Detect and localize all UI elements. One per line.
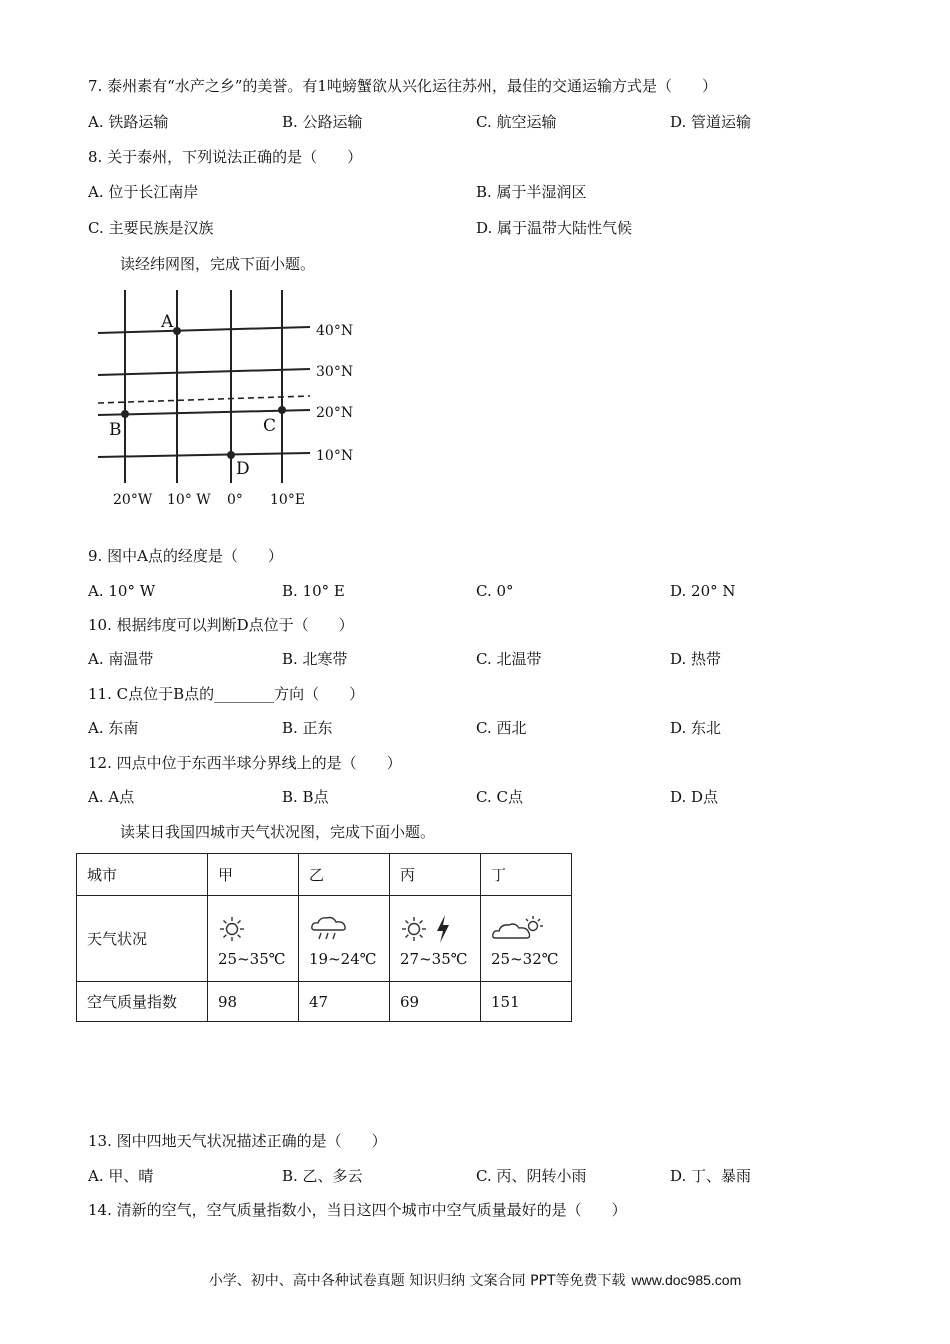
point-c-marker bbox=[278, 406, 286, 414]
lon-label-0: 0° bbox=[227, 492, 243, 508]
air-ding: 151 bbox=[481, 982, 572, 1022]
table-row-header bbox=[77, 854, 572, 896]
header-ding: 丁 bbox=[481, 854, 572, 896]
q9-option-a: A. 10° W bbox=[88, 582, 156, 600]
cell-jia-weather bbox=[208, 896, 299, 982]
lat-label-10n: 10°N bbox=[316, 448, 354, 464]
q11-option-c: C. 西北 bbox=[476, 719, 527, 737]
point-b-marker bbox=[121, 410, 129, 418]
lat-label-40n: 40°N bbox=[316, 323, 354, 339]
q12-option-c: C. C点 bbox=[476, 788, 523, 806]
cloud-rain-icon bbox=[309, 914, 349, 944]
point-d-marker bbox=[227, 451, 235, 459]
footer-url[interactable]: www.doc985.com bbox=[631, 1272, 742, 1288]
parallel-40n bbox=[98, 327, 310, 333]
q8-option-d: D. 属于温带大陆性气候 bbox=[476, 219, 633, 237]
weather-table bbox=[76, 853, 572, 1022]
point-d-label: D bbox=[236, 459, 250, 479]
q12-option-d: D. D点 bbox=[670, 788, 719, 806]
row-label-air: 空气质量指数 bbox=[77, 982, 208, 1022]
air-jia: 98 bbox=[208, 982, 299, 1022]
lat-label-30n: 30°N bbox=[316, 364, 354, 380]
q8-option-c: C. 主要民族是汉族 bbox=[88, 219, 214, 237]
q10-option-a: A. 南温带 bbox=[88, 650, 154, 668]
q11-option-b: B. 正东 bbox=[282, 719, 333, 737]
lon-label-20w: 20°W bbox=[113, 492, 153, 508]
q11-option-a: A. 东南 bbox=[88, 719, 139, 737]
temp-ding: 25~32℃ bbox=[491, 949, 559, 968]
map-intro: 读经纬网图，完成下面小题。 bbox=[120, 255, 316, 273]
temp-yi: 19~24℃ bbox=[309, 949, 377, 968]
table-row-weather bbox=[77, 896, 572, 982]
table-row-air bbox=[77, 982, 572, 1022]
question-7: 7. 泰州素有“水产之乡”的美誉。有1吨螃蟹欲从兴化运往苏州，最佳的交通运输方式是（ ） bbox=[88, 77, 717, 95]
point-c-label: C bbox=[263, 416, 277, 436]
question-13: 13. 图中四地天气状况描述正确的是（ ） bbox=[88, 1132, 387, 1150]
header-jia: 甲 bbox=[208, 854, 299, 896]
lightning-icon bbox=[434, 914, 452, 944]
lat-label-20n: 20°N bbox=[316, 405, 354, 421]
q7-option-c: C. 航空运输 bbox=[476, 113, 557, 131]
question-14: 14. 清新的空气，空气质量指数小，当日这四个城市中空气质量最好的是（ ） bbox=[88, 1201, 627, 1219]
page-footer bbox=[0, 1270, 950, 1290]
graticule-map bbox=[95, 285, 370, 515]
q13-option-d: D. 丁、暴雨 bbox=[670, 1167, 752, 1185]
lon-label-10e: 10°E bbox=[270, 492, 306, 508]
q8-option-a: A. 位于长江南岸 bbox=[88, 183, 199, 201]
temp-jia: 25~35℃ bbox=[218, 949, 286, 968]
parallel-30n bbox=[98, 369, 310, 375]
cell-yi-weather bbox=[299, 896, 390, 982]
air-bing: 69 bbox=[390, 982, 481, 1022]
q11-option-d: D. 东北 bbox=[670, 719, 722, 737]
parallel-10n bbox=[98, 453, 310, 457]
row-label-weather: 天气状况 bbox=[77, 896, 208, 982]
q9-option-d: D. 20° N bbox=[670, 582, 736, 600]
q7-option-d: D. 管道运输 bbox=[670, 113, 752, 131]
point-a-marker bbox=[173, 327, 181, 335]
question-8: 8. 关于泰州，下列说法正确的是（ ） bbox=[88, 148, 363, 166]
q8-option-b: B. 属于半湿润区 bbox=[476, 183, 587, 201]
tropic-dashed-line bbox=[98, 396, 310, 403]
lon-label-10w: 10° W bbox=[167, 492, 211, 508]
q12-option-a: A. A点 bbox=[88, 788, 135, 806]
question-9: 9. 图中A点的经度是（ ） bbox=[88, 547, 283, 565]
question-11: 11. C点位于B点的________方向（ ） bbox=[88, 685, 365, 703]
point-a-label: A bbox=[161, 312, 174, 332]
sunny-icon bbox=[218, 915, 246, 943]
footer-text: 小学、初中、高中各种试卷真题 知识归纳 文案合同 PPT等免费下载 bbox=[208, 1273, 626, 1289]
weather-intro: 读某日我国四城市天气状况图，完成下面小题。 bbox=[120, 823, 436, 841]
q9-option-b: B. 10° E bbox=[282, 582, 345, 600]
q10-option-d: D. 热带 bbox=[670, 650, 722, 668]
q7-option-b: B. 公路运输 bbox=[282, 113, 363, 131]
cell-ding-weather bbox=[481, 896, 572, 982]
air-yi: 47 bbox=[299, 982, 390, 1022]
sunny-icon bbox=[400, 915, 428, 943]
q9-option-c: C. 0° bbox=[476, 582, 514, 600]
q10-option-c: C. 北温带 bbox=[476, 650, 542, 668]
q13-option-c: C. 丙、阴转小雨 bbox=[476, 1167, 587, 1185]
question-10: 10. 根据纬度可以判断D点位于（ ） bbox=[88, 616, 354, 634]
header-bing: 丙 bbox=[390, 854, 481, 896]
header-city: 城市 bbox=[77, 854, 208, 896]
question-12: 12. 四点中位于东西半球分界线上的是（ ） bbox=[88, 754, 402, 772]
header-yi: 乙 bbox=[299, 854, 390, 896]
q13-option-a: A. 甲、晴 bbox=[88, 1167, 154, 1185]
q10-option-b: B. 北寒带 bbox=[282, 650, 348, 668]
temp-bing: 27~35℃ bbox=[400, 949, 468, 968]
q7-option-a: A. 铁路运输 bbox=[88, 113, 169, 131]
cell-bing-weather bbox=[390, 896, 481, 982]
point-b-label: B bbox=[109, 420, 122, 440]
q12-option-b: B. B点 bbox=[282, 788, 329, 806]
partly-cloudy-icon bbox=[491, 914, 545, 944]
q13-option-b: B. 乙、多云 bbox=[282, 1167, 363, 1185]
